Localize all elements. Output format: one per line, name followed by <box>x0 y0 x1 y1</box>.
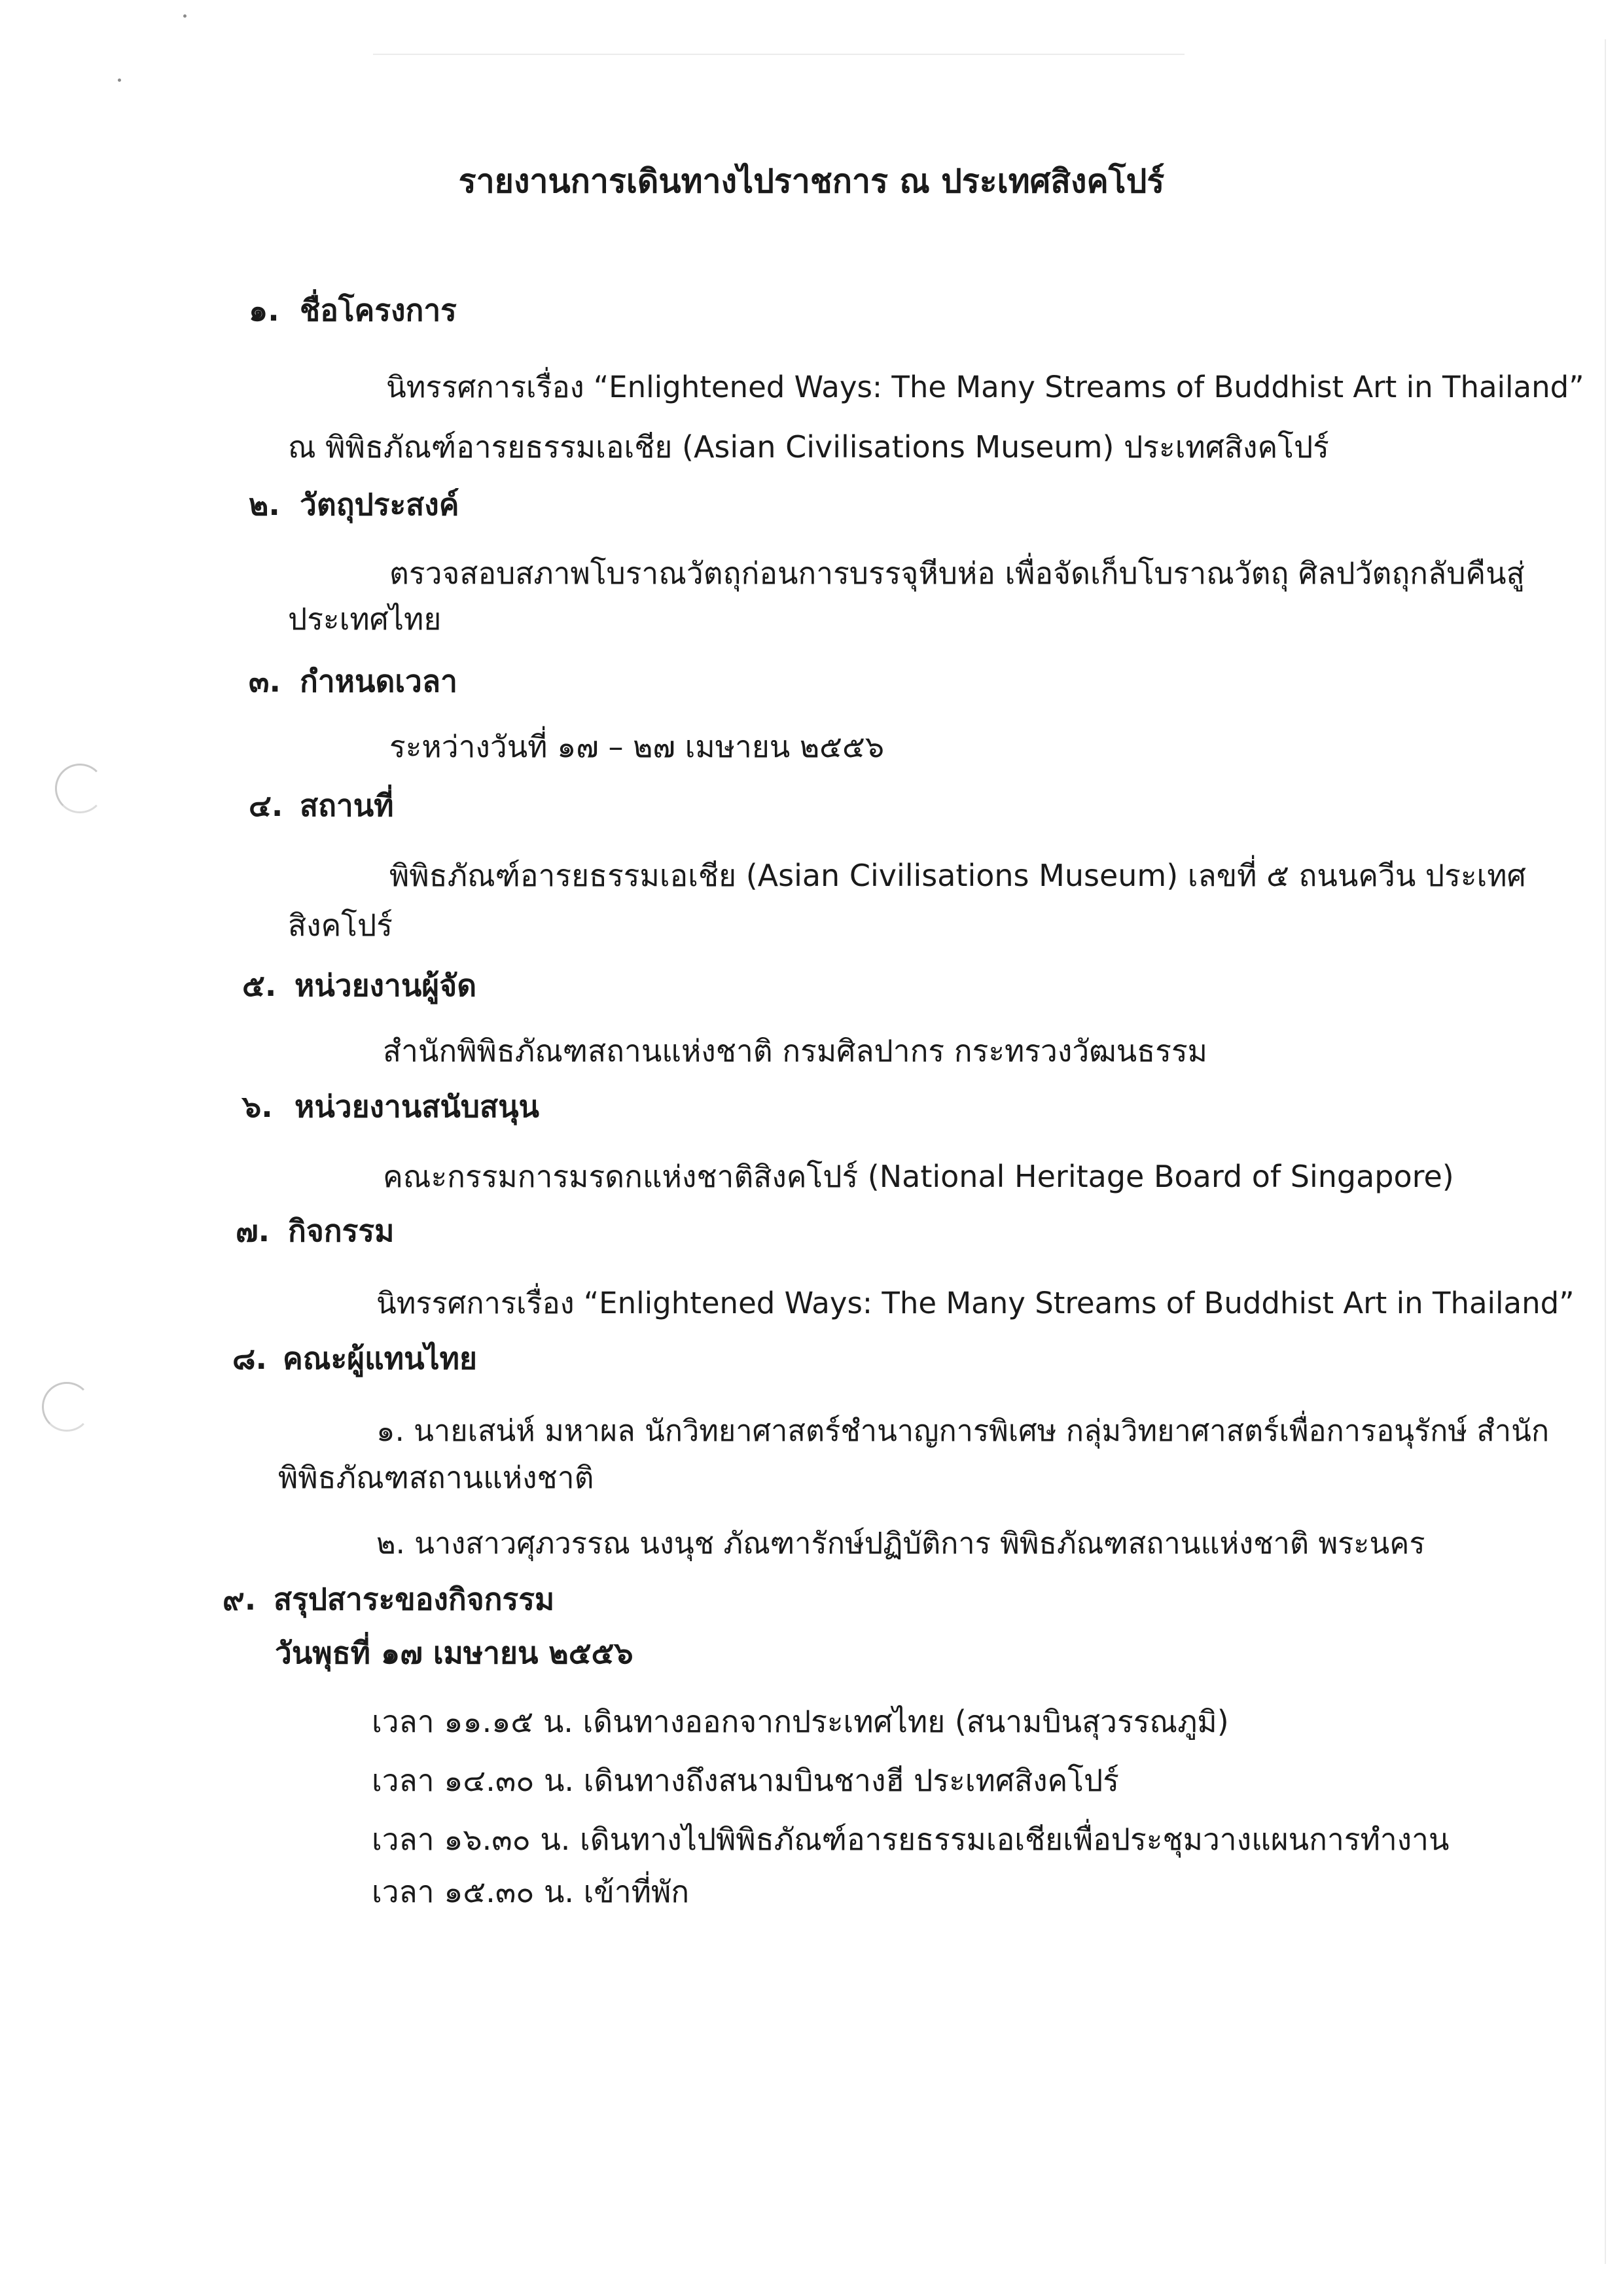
section-6-number: ๖. <box>242 1089 273 1124</box>
section-6-line-1: คณะกรรมการมรดกแห่งชาติสิงคโปร์ (National Heritage Board of Singapore) <box>383 1159 1454 1194</box>
section-8-heading: คณะผู้แทนไทย <box>283 1341 477 1376</box>
section-5-number: ๕. <box>242 968 277 1003</box>
punch-hole-upper <box>55 764 105 813</box>
section-6-heading: หน่วยงานสนับสนุน <box>294 1089 539 1124</box>
punch-hole-lower <box>42 1382 92 1432</box>
section-4-line-1: พิพิธภัณฑ์อารยธรรมเอเชีย (Asian Civilisations Museum) เลขที่ ๕ ถนนควีน ประเทศ <box>389 858 1526 893</box>
member-1-line-2: พิพิธภัณฑสถานแห่งชาติ <box>278 1460 594 1495</box>
scan-speck <box>118 79 121 82</box>
section-7-number: ๗. <box>236 1213 270 1248</box>
section-5-line-1: สำนักพิพิธภัณฑสถานแห่งชาติ กรมศิลปากร กระทรวงวัฒนธรรม <box>383 1033 1207 1069</box>
schedule-item: เวลา ๑๕.๓๐ น. เข้าที่พัก <box>372 1874 690 1909</box>
page-title: รายงานการเดินทางไปราชการ ณ ประเทศสิงคโปร์ <box>458 162 1165 200</box>
schedule-day-heading: วันพุธที่ ๑๗ เมษายน ๒๕๕๖ <box>275 1635 633 1670</box>
schedule-item: เวลา ๑๖.๓๐ น. เดินทางไปพิพิธภัณฑ์อารยธรรมเอเชียเพื่อประชุมวางแผนการทำงาน <box>372 1822 1450 1857</box>
section-9-number: ๙. <box>223 1581 257 1617</box>
schedule-item: เวลา ๑๑.๑๕ น. เดินทางออกจากประเทศไทย (สนามบินสุวรรณภูมิ) <box>372 1704 1229 1739</box>
section-4-heading: สถานที่ <box>300 788 394 823</box>
section-1-line-2: ณ พิพิธภัณฑ์อารยธรรมเอเชีย (Asian Civilisations Museum) ประเทศสิงคโปร์ <box>288 429 1329 465</box>
section-4-line-2: สิงคโปร์ <box>288 908 393 943</box>
member-2-line-1: ๒. นางสาวศุภวรรณ นงนุช ภัณฑารักษ์ปฏิบัติการ พิพิธภัณฑสถานแห่งชาติ พระนคร <box>376 1526 1425 1561</box>
section-2-line-2: ประเทศไทย <box>288 601 442 637</box>
section-2-heading: วัตถุประสงค์ <box>300 487 459 522</box>
section-1-line-1: นิทรรศการเรื่อง “Enlightened Ways: The Many Streams of Buddhist Art in Thailand” <box>386 370 1584 404</box>
section-9-heading: สรุปสาระของกิจกรรม <box>274 1581 555 1617</box>
section-3-number: ๓. <box>249 663 281 699</box>
section-3-heading: กำหนดเวลา <box>300 663 457 699</box>
scan-line-top <box>373 54 1185 55</box>
scan-line-right <box>1605 39 1606 2264</box>
section-8-number: ๘. <box>232 1341 267 1376</box>
section-4-number: ๔. <box>249 788 283 823</box>
section-2-line-1: ตรวจสอบสภาพโบราณวัตถุก่อนการบรรจุหีบห่อ เพื่อจัดเก็บโบราณวัตถุ ศิลปวัตถุกลับคืนสู่ <box>389 556 1525 591</box>
schedule-item: เวลา ๑๔.๓๐ น. เดินทางถึงสนามบินชางฮี ประเทศสิงคโปร์ <box>372 1763 1119 1798</box>
section-1-heading: ชื่อโครงการ <box>300 292 457 328</box>
member-1-line-1: ๑. นายเสน่ห์ มหาผล นักวิทยาศาสตร์ชำนาญการพิเศษ กลุ่มวิทยาศาสตร์เพื่อการอนุรักษ์ สำนัก <box>376 1413 1550 1448</box>
section-3-line-1: ระหว่างวันที่ ๑๗ – ๒๗ เมษายน ๒๕๕๖ <box>389 729 885 764</box>
section-7-line-1: นิทรรศการเรื่อง “Enlightened Ways: The Many Streams of Buddhist Art in Thailand” <box>376 1286 1575 1320</box>
section-1-number: ๑. <box>249 292 279 328</box>
section-7-heading: กิจกรรม <box>288 1213 395 1248</box>
scan-speck <box>183 14 187 18</box>
section-2-number: ๒. <box>249 487 280 522</box>
section-5-heading: หน่วยงานผู้จัด <box>294 968 477 1003</box>
